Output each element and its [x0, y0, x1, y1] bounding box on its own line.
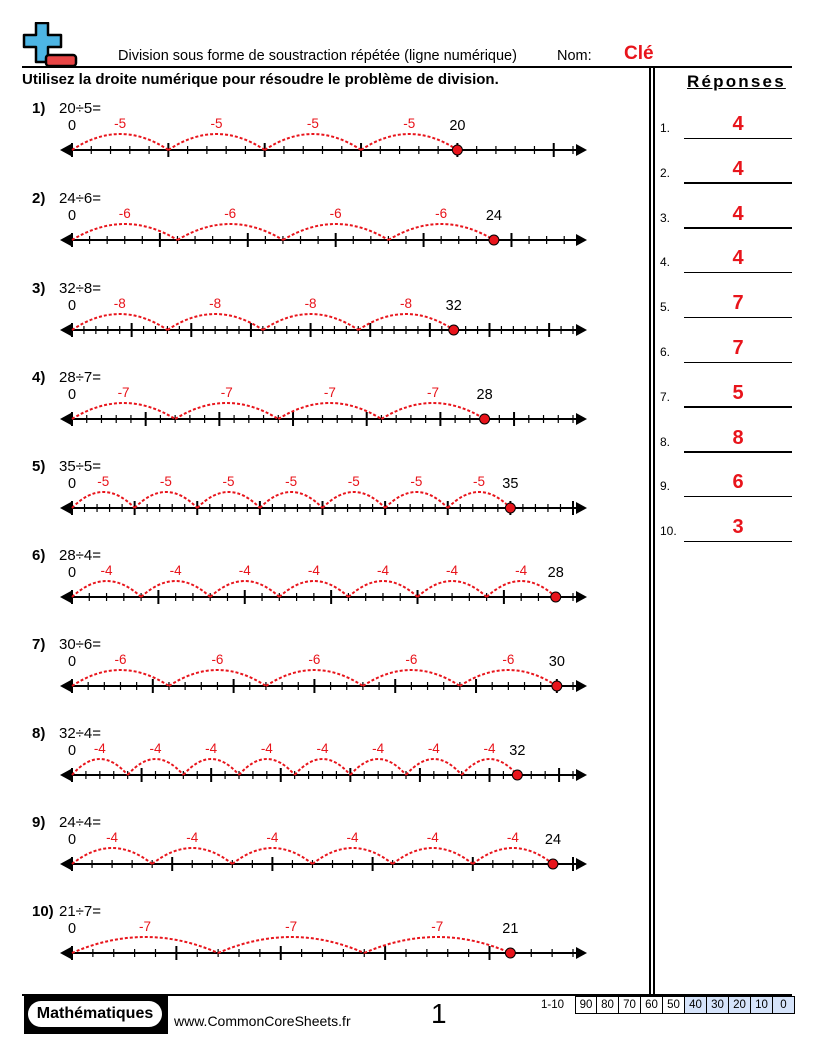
answer-blank[interactable] — [684, 227, 792, 229]
answer-row — [660, 109, 792, 139]
problem-equation: 32÷8= — [59, 280, 102, 297]
svg-text:0: 0 — [67, 921, 77, 937]
left-arrow-icon — [60, 591, 71, 603]
answer-blank[interactable] — [684, 496, 792, 498]
answer-number: 10. — [660, 524, 677, 539]
answer-number: 7. — [660, 389, 671, 404]
right-arrow-icon — [576, 591, 587, 603]
problem-number: 1) — [32, 100, 46, 117]
answer-row — [660, 378, 792, 408]
dividend-point-icon — [449, 325, 459, 335]
right-arrow-icon — [576, 324, 587, 336]
svg-text:-4: -4 — [483, 741, 496, 756]
right-arrow-icon — [576, 680, 587, 692]
svg-text:0: 0 — [67, 298, 77, 314]
svg-text:0: 0 — [67, 118, 77, 134]
svg-text:-4: -4 — [106, 830, 119, 845]
answer-value: 6 — [732, 471, 744, 494]
svg-text:-4: -4 — [238, 563, 251, 578]
answer-value: 4 — [732, 247, 744, 270]
score-cell: 0 — [773, 996, 795, 1014]
number-line — [22, 369, 602, 431]
answer-value: 7 — [732, 292, 744, 315]
name-value: Clé — [624, 43, 654, 64]
answer-blank[interactable] — [684, 451, 792, 453]
problem-equation: 21÷7= — [59, 903, 102, 920]
answer-row — [660, 512, 792, 542]
subject-badge — [24, 996, 168, 1034]
svg-text:-5: -5 — [159, 474, 172, 489]
svg-text:-4: -4 — [205, 741, 218, 756]
answer-row — [660, 467, 792, 497]
svg-text:20: 20 — [449, 118, 466, 134]
problem-equation: 28÷7= — [59, 369, 102, 386]
svg-text:-5: -5 — [97, 474, 110, 489]
answer-number: 3. — [660, 210, 671, 225]
answer-blank[interactable] — [684, 362, 792, 364]
answer-blank[interactable] — [684, 138, 792, 140]
svg-text:-6: -6 — [329, 206, 342, 221]
svg-text:32: 32 — [445, 298, 462, 314]
answer-blank[interactable] — [684, 272, 792, 274]
dividend-point-icon — [512, 770, 522, 780]
svg-text:0: 0 — [67, 832, 77, 848]
answer-value: 4 — [732, 113, 744, 135]
number-line — [22, 190, 602, 252]
problem-number: 3) — [32, 280, 46, 297]
svg-text:-7: -7 — [117, 385, 130, 400]
answer-number: 1. — [660, 121, 671, 135]
right-arrow-icon — [576, 858, 587, 870]
answer-value: 5 — [732, 381, 744, 404]
answer-row — [660, 423, 792, 453]
answer-number: 6. — [660, 345, 671, 359]
svg-text:-8: -8 — [304, 296, 317, 311]
answer-number: 4. — [660, 255, 671, 270]
dividend-point-icon — [489, 235, 499, 245]
answer-number: 8. — [660, 434, 671, 449]
svg-text:-7: -7 — [139, 919, 152, 934]
answer-row — [660, 288, 792, 318]
problem — [22, 100, 592, 162]
svg-text:-4: -4 — [169, 563, 182, 578]
problem — [22, 369, 592, 431]
number-line — [22, 814, 602, 876]
svg-text:-6: -6 — [211, 652, 224, 667]
dividend-point-icon — [552, 681, 562, 691]
svg-text:-6: -6 — [502, 652, 515, 667]
problem-equation: 28÷4= — [59, 547, 102, 564]
score-cell: 60 — [641, 996, 663, 1014]
problem-number: 7) — [32, 636, 46, 653]
svg-text:-4: -4 — [515, 563, 528, 578]
svg-text:0: 0 — [67, 743, 77, 759]
svg-text:21: 21 — [502, 921, 519, 937]
answer-number: 2. — [660, 165, 671, 180]
svg-text:-5: -5 — [114, 116, 127, 131]
site-url: www.CommonCoreSheets.fr — [174, 1013, 351, 1029]
svg-text:-4: -4 — [186, 830, 199, 845]
svg-text:-8: -8 — [209, 296, 222, 311]
left-arrow-icon — [60, 413, 71, 425]
svg-text:28: 28 — [476, 387, 493, 403]
problem-equation: 24÷6= — [59, 190, 102, 207]
svg-text:-4: -4 — [266, 830, 279, 845]
answer-value: 7 — [732, 337, 744, 359]
right-arrow-icon — [576, 769, 587, 781]
problem — [22, 458, 592, 520]
svg-text:-7: -7 — [323, 385, 336, 400]
svg-text:-5: -5 — [403, 116, 416, 131]
problem-number: 8) — [32, 725, 46, 742]
dividend-point-icon — [480, 414, 490, 424]
dividend-point-icon — [548, 859, 558, 869]
svg-text:-5: -5 — [473, 474, 486, 489]
svg-text:-7: -7 — [427, 385, 440, 400]
dividend-point-icon — [452, 145, 462, 155]
svg-text:-5: -5 — [222, 474, 235, 489]
answer-row — [660, 333, 792, 363]
left-arrow-icon — [60, 769, 71, 781]
right-arrow-icon — [576, 144, 587, 156]
problem-number: 6) — [32, 547, 46, 564]
worksheet-title: Division sous forme de soustraction répétée (ligne numérique) — [118, 48, 517, 64]
problem-number: 2) — [32, 190, 46, 207]
answer-number: 5. — [660, 300, 671, 315]
score-cell: 80 — [597, 996, 619, 1014]
problem-number: 4) — [32, 369, 46, 386]
score-cell: 40 — [685, 996, 707, 1014]
right-arrow-icon — [576, 947, 587, 959]
problem — [22, 814, 592, 876]
answer-blank[interactable] — [684, 406, 792, 408]
svg-text:-7: -7 — [220, 385, 233, 400]
left-arrow-icon — [60, 144, 71, 156]
left-arrow-icon — [60, 234, 71, 246]
left-arrow-icon — [60, 324, 71, 336]
svg-text:35: 35 — [502, 476, 519, 492]
name-label: Nom: — [557, 48, 592, 64]
problem-equation: 35÷5= — [59, 458, 102, 475]
problem — [22, 190, 592, 252]
problem-equation: 32÷4= — [59, 725, 102, 742]
svg-text:-5: -5 — [347, 474, 360, 489]
number-line — [22, 725, 602, 787]
problem-number: 10) — [32, 903, 54, 920]
problem-equation: 30÷6= — [59, 636, 102, 653]
left-arrow-icon — [60, 502, 71, 514]
problem — [22, 280, 592, 342]
answer-value: 3 — [732, 516, 744, 539]
number-line — [22, 280, 602, 342]
column-divider — [649, 67, 655, 994]
answer-value: 4 — [732, 202, 744, 225]
left-arrow-icon — [60, 680, 71, 692]
number-line — [22, 458, 602, 520]
dividend-point-icon — [505, 948, 515, 958]
score-table — [530, 996, 795, 1014]
left-arrow-icon — [60, 858, 71, 870]
svg-text:-4: -4 — [346, 830, 359, 845]
score-cell: 30 — [707, 996, 729, 1014]
svg-text:28: 28 — [547, 565, 564, 581]
svg-text:24: 24 — [485, 208, 502, 224]
right-arrow-icon — [576, 413, 587, 425]
svg-text:-6: -6 — [405, 652, 418, 667]
answer-number: 9. — [660, 479, 671, 494]
answer-row — [660, 154, 792, 184]
svg-text:0: 0 — [67, 387, 77, 403]
svg-text:-7: -7 — [431, 919, 444, 934]
answer-blank[interactable] — [684, 317, 792, 319]
answer-blank[interactable] — [684, 182, 792, 184]
svg-text:32: 32 — [509, 743, 526, 759]
svg-text:-8: -8 — [113, 296, 126, 311]
svg-text:-4: -4 — [260, 741, 273, 756]
problem-equation: 24÷4= — [59, 814, 102, 831]
svg-text:24: 24 — [544, 832, 562, 848]
svg-text:-4: -4 — [100, 563, 113, 578]
svg-text:-4: -4 — [506, 830, 519, 845]
svg-text:-5: -5 — [410, 474, 423, 489]
dividend-point-icon — [551, 592, 561, 602]
page-number: 1 — [431, 998, 447, 1029]
svg-text:-5: -5 — [210, 116, 223, 131]
answer-row — [660, 199, 792, 229]
problem-number: 5) — [32, 458, 46, 475]
svg-text:-6: -6 — [308, 652, 321, 667]
svg-text:-8: -8 — [399, 296, 413, 311]
svg-text:-6: -6 — [114, 652, 127, 667]
dividend-point-icon — [505, 503, 515, 513]
number-line — [22, 547, 602, 609]
svg-text:-5: -5 — [306, 116, 319, 131]
svg-text:-4: -4 — [372, 741, 385, 756]
svg-text:-4: -4 — [149, 741, 162, 756]
svg-text:-7: -7 — [285, 919, 298, 934]
svg-text:0: 0 — [67, 476, 77, 492]
problem-equation: 20÷5= — [59, 100, 102, 117]
problem — [22, 903, 592, 965]
svg-text:-6: -6 — [118, 206, 131, 221]
score-cell: 90 — [575, 996, 597, 1014]
svg-text:0: 0 — [67, 565, 77, 581]
subject-badge-label: Mathématiques — [28, 1001, 162, 1027]
svg-text:-5: -5 — [285, 474, 298, 489]
number-line — [22, 100, 602, 162]
problem — [22, 547, 592, 609]
svg-text:-4: -4 — [307, 563, 320, 578]
svg-text:-4: -4 — [446, 563, 459, 578]
header-rule — [22, 66, 792, 68]
answer-value: 4 — [732, 157, 744, 180]
svg-text:-4: -4 — [426, 830, 439, 845]
svg-text:-6: -6 — [224, 206, 237, 221]
problem — [22, 725, 592, 787]
right-arrow-icon — [576, 502, 587, 514]
score-cell: 70 — [619, 996, 641, 1014]
number-line — [22, 636, 602, 698]
svg-text:-4: -4 — [427, 741, 440, 756]
svg-text:-4: -4 — [316, 741, 329, 756]
number-line — [22, 903, 602, 965]
svg-text:30: 30 — [548, 654, 565, 670]
instructions: Utilisez la droite numérique pour résoudre le problème de division. — [22, 71, 499, 88]
answers-title: Réponses — [687, 72, 786, 91]
problem — [22, 636, 592, 698]
answer-row — [660, 243, 792, 273]
answer-blank[interactable] — [684, 541, 792, 543]
svg-text:0: 0 — [67, 654, 77, 670]
left-arrow-icon — [60, 947, 71, 959]
plus-minus-logo-icon — [22, 22, 82, 68]
problem-number: 9) — [32, 814, 46, 831]
svg-text:0: 0 — [67, 208, 77, 224]
svg-text:-4: -4 — [93, 741, 106, 756]
score-cell: 50 — [663, 996, 685, 1014]
score-cell: 20 — [729, 996, 751, 1014]
right-arrow-icon — [576, 234, 587, 246]
svg-text:-6: -6 — [435, 206, 448, 221]
score-cell: 10 — [751, 996, 773, 1014]
svg-text:-4: -4 — [376, 563, 389, 578]
score-range-label: 1-10 — [540, 999, 565, 1011]
answer-value: 8 — [732, 426, 744, 449]
